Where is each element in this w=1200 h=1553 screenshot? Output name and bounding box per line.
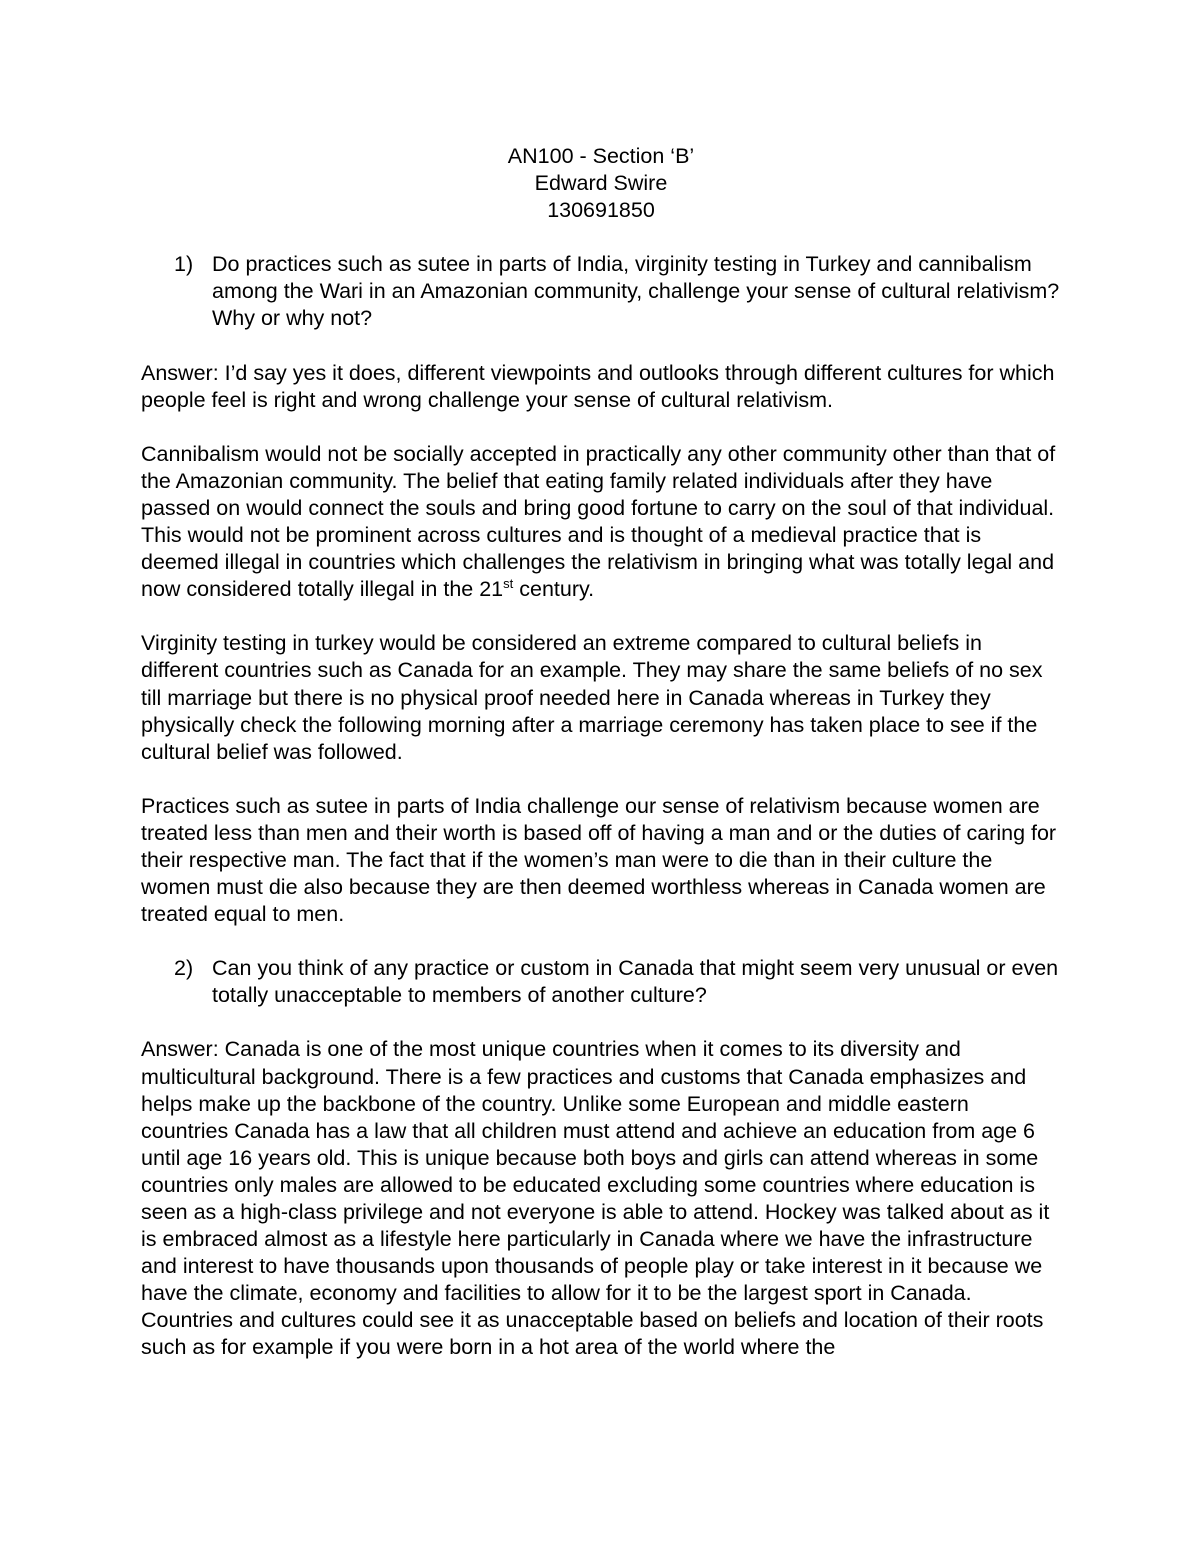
document-page: [141, 143, 1061, 1389]
course-section: AN100 - Section ‘B’: [507, 144, 695, 168]
answer-1-intro: Answer: I’d say yes it does, different viewpoints and outlooks through different cultures for which people feel is right and wrong challenge your sense of cultural relativism.: [141, 360, 1055, 412]
question-1-text: Do practices such as sutee in parts of India, virginity testing in Turkey and cannibalism among the Wari in an Amazonian community, challenge your sense of cultural relativism? Why or why not?: [212, 252, 1060, 331]
answer-1-sutee-paragraph: Practices such as sutee in parts of India challenge our sense of relativism because women are treated less than men and their worth is based off of having a man and or the duties of caring for their respective man. The fact that if the women’s man were to die than in their culture the women must die also because they are then deemed worthless whereas in Canada women are treated equal to men.: [141, 793, 1057, 927]
question-2-text: Can you think of any practice or custom in Canada that might seem very unusual or even totally unacceptable to members of another culture?: [212, 956, 1059, 1008]
question-2-number: 2): [174, 956, 194, 981]
answer-1-virginity-paragraph: Virginity testing in turkey would be considered an extreme compared to cultural beliefs in different countries such as Canada for an example. They may share the same beliefs of no sex till marriage but there is no physical proof needed here in Canada whereas in Turkey they physically check the following morning after a marriage ceremony has taken place to see if the cultural belief was followed.: [141, 631, 1043, 764]
cannibalism-text: Cannibalism would not be socially accepted in practically any other community other than that of the Amazonian community. The belief that eating family related individuals after they have passed on would connect the souls and bring good fortune to carry on the soul of that individual. This would not be prominent across cultures and is thought of a medieval practice that is deemed illegal in countries which challenges the relativism in bringing what was totally legal and now considered totally illegal in the 21: [141, 441, 1056, 602]
cannibalism-text-end: century.: [513, 577, 595, 602]
answer-2-paragraph: Answer: Canada is one of the most unique countries when it comes to its diversity and multicultural background. There is a few practices and customs that Canada emphasizes and helps make up the backbone of the country. Unlike some European and middle eastern countries Canada has a law that all children must attend and achieve an education from age 6 until age 16 years old. This is unique because both boys and girls can attend whereas in some countries only males are allowed to be educated excluding some countries where education is seen as a high-class privilege and not everyone is able to attend. Hockey was talked about as it is embraced almost as a lifestyle here particularly in Canada where we have the infrastructure and interest to have thousands upon thousands of people play or take interest in it because we have the climate, economy and facilities to allow for it to be the largest sport in Canada. Countries and cultures could see it as unacceptable based on beliefs and location of their roots such as for example if you were born in a hot area of the world where the: [141, 1037, 1050, 1360]
question-1: [141, 251, 1061, 332]
question-2: [141, 955, 1061, 1009]
student-name: Edward Swire: [534, 171, 668, 196]
answer-1-cannibalism-paragraph: [141, 441, 1061, 604]
question-1-number: 1): [174, 252, 194, 277]
ordinal-suffix: st: [503, 576, 514, 592]
student-id: 130691850: [547, 198, 655, 223]
document-header: [141, 143, 1061, 224]
